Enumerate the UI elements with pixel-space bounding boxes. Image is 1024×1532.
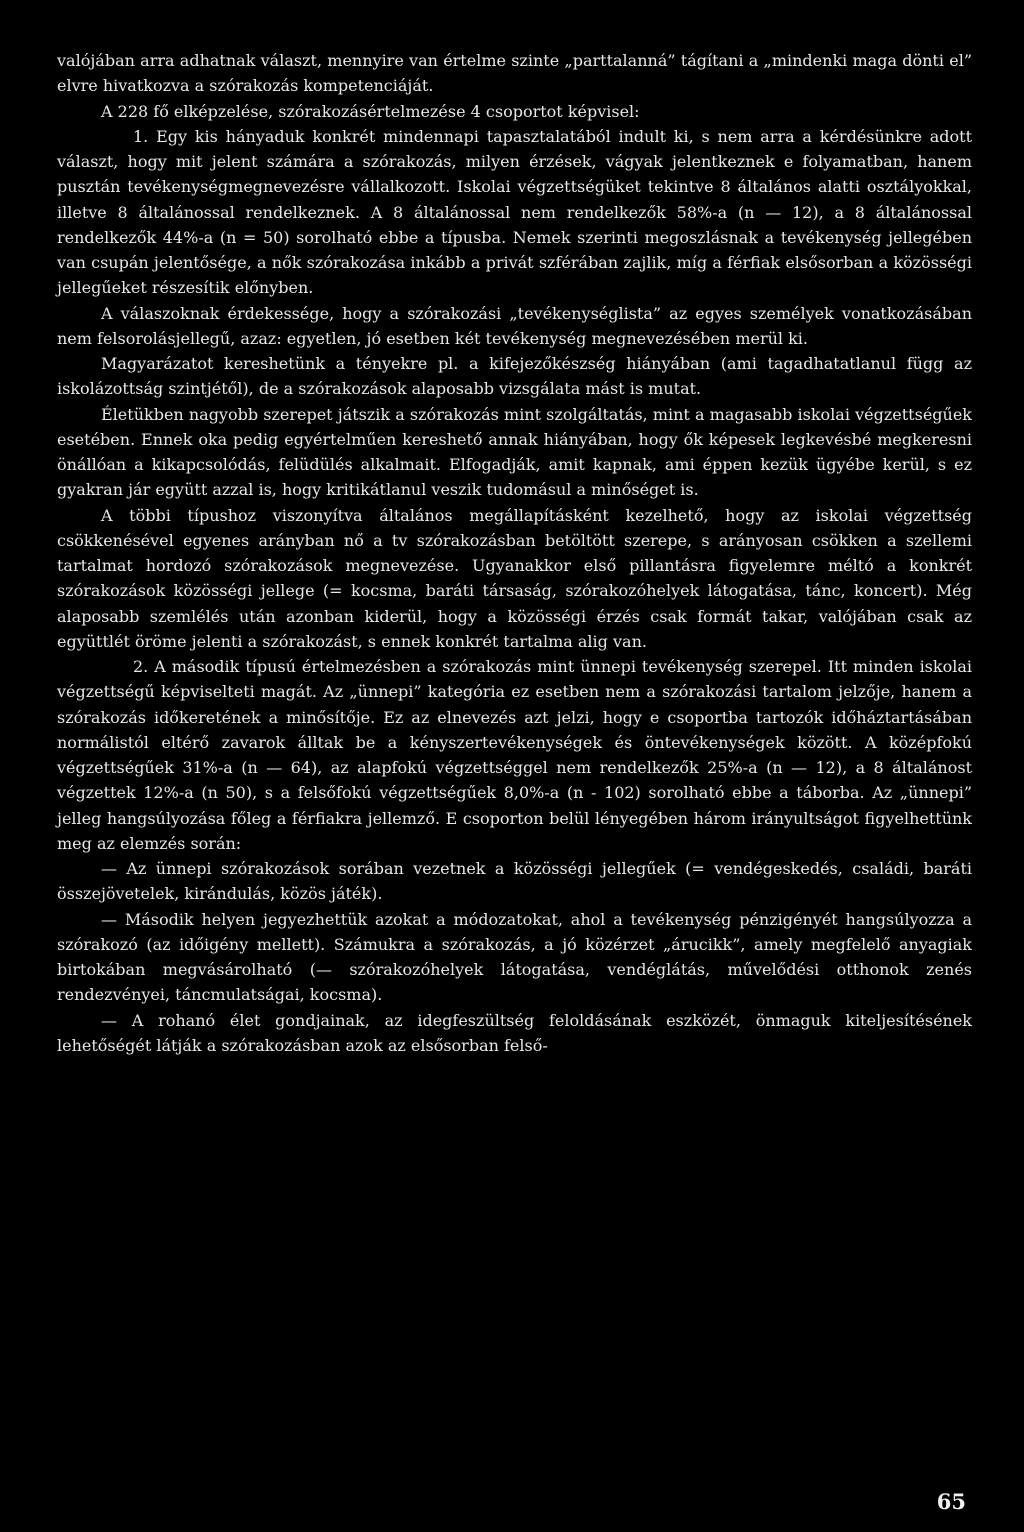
paragraph: Életükben nagyobb szerepet játszik a szórakozás mint szolgáltatás, mint a magasabb iskolai végzettségűek esetében. Ennek oka pedig egyértelműen kereshető annak hiányában, hogy ők képesek legkevésbé megkeresni önállóan a kikapcsolódás, felüdülés alkalmait. Elfogadják, amit kapnak, ami éppen kezük ügyébe kerül, s ez gyakran jár együtt azzal is, hogy kritikátlanul veszik tudomásul a minőséget is. <box>57 404 972 500</box>
page-body <box>57 48 972 1058</box>
list-item: — Második helyen jegyezhettük azokat a módozatokat, ahol a tevékenység pénzigényét hangsúlyozza a szórakozó (az időigény mellett). Számukra a szórakozás, a jó közérzet „árucikk”, amely megfelelő anyagiak birtokában megvásárolható (— szórakozóhelyek látogatása, vendéglátás, művelődési otthonok zenés rendezvényei, táncmulatságai, kocsma). <box>57 909 972 1005</box>
page-number: 65 <box>936 1489 966 1514</box>
paragraph: 1. Egy kis hányaduk konkrét mindennapi tapasztalatából indult ki, s nem arra a kérdésünkre adott választ, hogy mit jelent számára a szórakozás, milyen érzések, vágyak jelentkeznek e folyamatban, hanem pusztán tevékenységmegnevezésre vállalkozott. Iskolai végzettségüket tekintve 8 általános alatti osztályokkal, illetve 8 általánossal rendelkeznek. A 8 általánossal nem rendelkezők 58%-a (n — 12), a 8 általánossal rendelkezők 44%-a (n = 50) sorolható ebbe a típusba. Nemek szerinti megoszlásnak a tevékenység jellegében van csupán jelentősége, a nők szórakozása inkább a privát szférában zajlik, míg a férfiak elsősorban a közösségi jellegűeket részesítik előnyben. <box>57 126 972 298</box>
paragraph: 2. A második típusú értelmezésben a szórakozás mint ünnepi tevékenység szerepel. Itt minden iskolai végzettségű képviselteti magát. Az „ünnepi” kategória ez esetben nem a szórakozási tartalom jelzője, hanem a szórakozás időkeretének a minősítője. Ez az elnevezés azt jelzi, hogy e csoportba tartozók időháztartásában normálistól eltérő zavarok álltak be a kényszertevékenységek és öntevékenységek között. A középfokú végzettségűek 31%-a (n — 64), az alapfokú végzettséggel nem rendelkezők 25%-a (n — 12), a 8 általánost végzettek 12%-a (n 50), s a felsőfokú végzettségűek 8,0%-a (n - 102) sorolható ebbe a táborba. Az „ünnepi” jelleg hangsúlyozása főleg a férfiakra jellemző. E csoporton belül lényegében három irányultságot figyelhettünk meg az elemzés során: <box>57 657 972 853</box>
paragraph: valójában arra adhatnak választ, mennyire van értelme szinte „parttalanná” tágítani a „mindenki maga dönti el” elvre hivatkozva a szórakozás kompetenciáját. <box>57 51 972 96</box>
list-item: — Az ünnepi szórakozások sorában vezetnek a közösségi jellegűek (= vendégeskedés, családi, baráti összejövetelek, kirándulás, közös játék). <box>57 859 972 904</box>
paragraph: Magyarázatot kereshetünk a tényekre pl. a kifejezőkészség hiányában (ami tagadhatatlanul függ az iskolázottság szintjétől), de a szórakozások alaposabb vizsgálata mást is mutat. <box>57 354 972 399</box>
list-item: — A rohanó élet gondjainak, az idegfeszültség feloldásának eszközét, önmaguk kiteljesítésének lehetőségét látják a szórakozásban azok az elsősorban felső- <box>57 1010 972 1055</box>
paragraph: A 228 fő elképzelése, szórakozásértelmezése 4 csoportot képvisel: <box>101 101 640 121</box>
paragraph: A válaszoknak érdekessége, hogy a szórakozási „tevékenységlista” az egyes személyek vonatkozásában nem felsorolásjellegű, azaz: egyetlen, jó esetben két tevékenység megnevezésében merül ki. <box>57 303 972 348</box>
paragraph: A többi típushoz viszonyítva általános megállapításként kezelhető, hogy az iskolai végzettség csökkenésével egyenes arányban nő a tv szórakozásban betöltött szerepe, s arányosan csökken a szellemi tartalmat hordozó szórakozások megnevezése. Ugyanakkor első pillantásra figyelemre méltó a konkrét szórakozások közösségi jellege (= kocsma, baráti társaság, szórakozóhelyek látogatása, tánc, koncert). Még alaposabb szemlélés után azonban kiderül, hogy a közösségi érzés csak formát takar, valójában csak az együttlét öröme jelenti a szórakozást, s ennek konkrét tartalma alig van. <box>57 505 972 651</box>
